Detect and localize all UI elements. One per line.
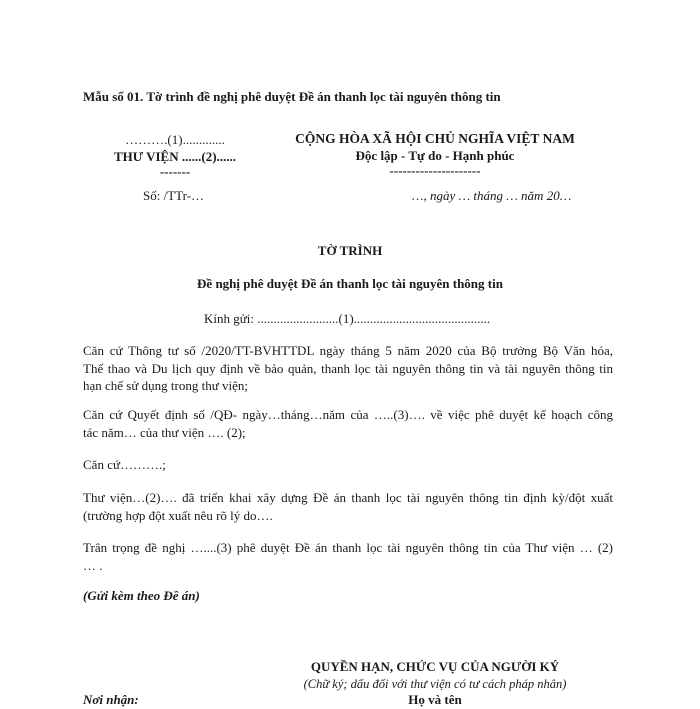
paragraph-line: … . [83, 557, 103, 573]
paragraph-line: (trường hợp đột xuất nêu rõ lý do…. [83, 507, 273, 523]
form-title: Mẫu số 01. Tờ trình đề nghị phê duyệt Đề án thanh lọc tài nguyên thông tin [83, 89, 501, 104]
paragraph-line: Căn cứ Quyết định số /QĐ- ngày…tháng…năm của …..(3)…. về việc phê duyệt kế hoạch công [83, 407, 613, 422]
agency-rule: ------- [159, 164, 191, 179]
paragraph-line: hạn chế sử dụng trong thư viện; [83, 378, 249, 393]
country-name: CỘNG HÒA XÃ HỘI CHỦ NGHĨA VIỆT NAM [295, 131, 575, 146]
national-header-block [270, 130, 600, 178]
paragraph-legal-basis-decision [83, 406, 613, 441]
paragraph-legal-basis-circular [83, 342, 613, 395]
paragraph-line: tác năm… của thư viện …. (2); [83, 424, 246, 440]
paragraph-line: Trân trọng đề nghị …....(3) phê duyệt Đề án thanh lọc tài nguyên thông tin của Thư viện … (2) [83, 540, 613, 555]
signature-note: (Chữ ký; dấu đối với thư viện có tư cách pháp nhân) [303, 676, 567, 691]
paragraph-request [83, 539, 613, 574]
agency-line: ……….(1)............. [125, 132, 225, 147]
library-name: THƯ VIỆN ......(2)...... [113, 149, 237, 164]
paragraph-line: Căn cứ……….; [83, 457, 166, 472]
issuing-agency-block [85, 131, 265, 179]
motto-rule: --------------------- [389, 163, 481, 178]
document-date: …, ngày … tháng … năm 20… [412, 188, 572, 203]
paragraph-line: Thư viện…(2)…. đã triển khai xây dựng Đề án thanh lọc tài nguyên thông tin định kỳ/đột xuất [83, 490, 613, 505]
document-number: Số: /TTr-… [143, 188, 205, 203]
paragraph-line: Thể thao và Du lịch quy định về bảo quản, thanh lọc tài nguyên thông tin và tài nguyên thông tin [83, 360, 613, 376]
recipient-line: Kính gửi: .........................(1).......................................... [204, 311, 491, 326]
signer-name: Họ và tên [408, 692, 462, 707]
document-subtitle: Đề nghị phê duyệt Đề án thanh lọc tài nguyên thông tin [197, 276, 503, 291]
signer-title: QUYỀN HẠN, CHỨC VỤ CỦA NGƯỜI KÝ [310, 659, 560, 674]
paragraph-legal-basis-other [83, 456, 613, 474]
national-motto: Độc lập - Tự do - Hạnh phúc [355, 148, 515, 163]
recipients-label: Nơi nhận: [83, 692, 139, 707]
paragraph-line: Căn cứ Thông tư số /2020/TT-BVHTTDL ngày tháng 5 năm 2020 của Bộ trưởng Bộ Văn hóa, [83, 343, 613, 358]
signature-block [250, 659, 620, 709]
document-title: TỜ TRÌNH [317, 243, 383, 258]
paragraph-project-status [83, 489, 613, 524]
attachment-note: (Gửi kèm theo Đề án) [83, 588, 200, 603]
